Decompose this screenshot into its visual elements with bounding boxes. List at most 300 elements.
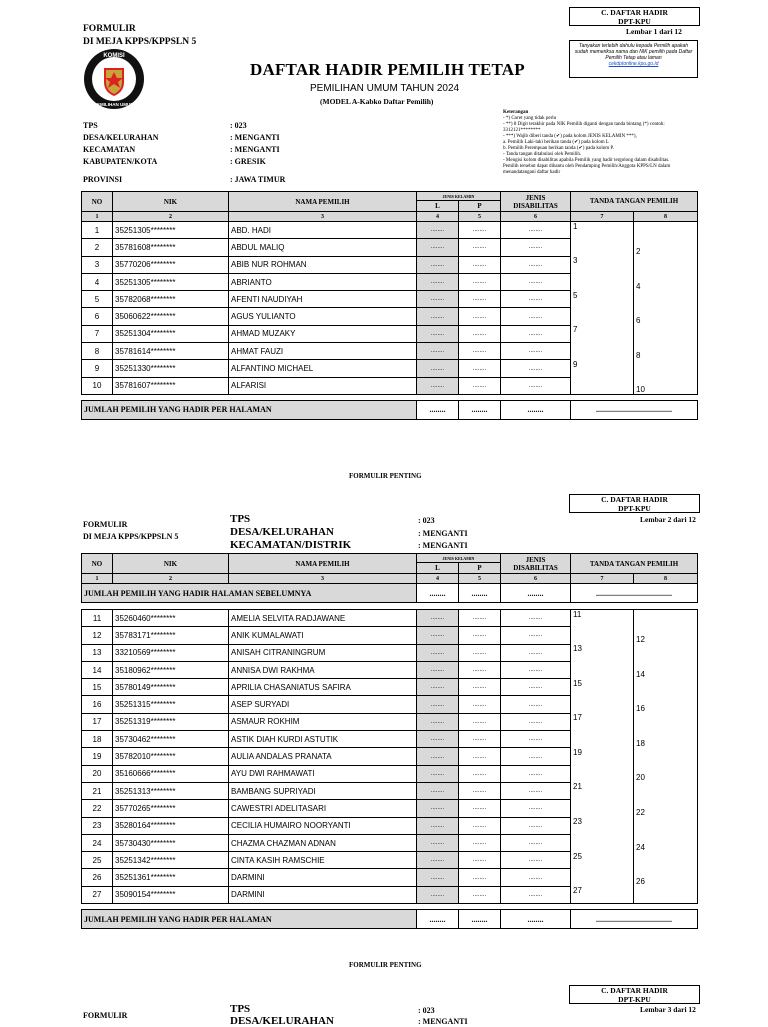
row-p-cell[interactable]: ........ [459, 644, 501, 661]
row-p-cell[interactable]: ........ [459, 256, 501, 273]
row-nama: CINTA KASIH RAMSCHIE [229, 852, 417, 869]
keterangan-line: - *) Coret yang tidak perlu [503, 116, 557, 121]
notice-text: Tanyakan terlebih dahulu kepada Pemilih apakah sudah memeriksa nama dan NIK pemilih pada Daftar Pemilih Tetap atau laman [574, 43, 693, 61]
row-sign-right[interactable] [634, 679, 698, 696]
keterangan-line: Pemilih tersebut dapat dibantu oleh Pendamping Pemilih/Anggota KPPS/LN dalam [503, 164, 671, 169]
row-sign-right[interactable] [634, 222, 698, 239]
row-sign-left[interactable]: 3 [571, 256, 634, 273]
row-disabilitas-cell[interactable]: ........ [501, 644, 571, 661]
row-sign-right[interactable]: 16 [634, 696, 698, 713]
table-row [82, 886, 698, 903]
row-l-cell[interactable]: ........ [417, 748, 459, 765]
row-l-cell[interactable]: ........ [417, 800, 459, 817]
idx-1: 1 [82, 212, 113, 222]
row-disabilitas-cell[interactable]: ........ [501, 679, 571, 696]
row-sign-left[interactable] [571, 731, 634, 748]
row-nik: 35060622******** [113, 308, 229, 325]
idx-7: 7 [571, 212, 634, 222]
row-l-cell[interactable]: ........ [417, 222, 459, 239]
row-no: 22 [82, 800, 113, 817]
page-sum-label: JUMLAH PEMILIH YANG HADIR PER HALAMAN [82, 910, 417, 929]
row-l-cell[interactable]: ........ [417, 886, 459, 903]
col-no-header: NO [82, 192, 113, 212]
col-ttd-header: TANDA TANGAN PEMILIH [571, 554, 698, 574]
idx-6: 6 [501, 212, 571, 222]
info-value-desa-3: : MENGANTI [418, 1017, 468, 1026]
row-p-cell[interactable]: ........ [459, 782, 501, 799]
page-sum-l[interactable]: ........ [417, 400, 459, 419]
info-label-desa-3: DESA/KELURAHAN [230, 1015, 334, 1027]
table-row [82, 852, 698, 869]
page-sum-dis[interactable]: ........ [501, 400, 571, 419]
row-nik: 35781614******** [113, 343, 229, 360]
row-sign-right[interactable]: 22 [634, 800, 698, 817]
row-sign-right[interactable]: 12 [634, 627, 698, 644]
idx-3: 3 [229, 212, 417, 222]
row-l-cell[interactable]: ........ [417, 679, 459, 696]
row-no: 10 [82, 377, 113, 394]
row-sign-right[interactable] [634, 256, 698, 273]
row-l-cell[interactable]: ........ [417, 239, 459, 256]
row-disabilitas-cell[interactable]: ........ [501, 627, 571, 644]
row-p-cell[interactable]: ........ [459, 325, 501, 342]
sheet-number: Lembar 1 dari 12 [626, 27, 682, 36]
row-disabilitas-cell[interactable]: ........ [501, 731, 571, 748]
row-p-cell[interactable]: ........ [459, 852, 501, 869]
row-no: 26 [82, 869, 113, 886]
row-sign-right[interactable] [634, 886, 698, 903]
info-label-kabupaten: KABUPATEN/KOTA [83, 157, 158, 166]
row-l-cell[interactable]: ........ [417, 731, 459, 748]
row-disabilitas-cell[interactable]: ........ [501, 222, 571, 239]
row-disabilitas-cell[interactable]: ........ [501, 817, 571, 834]
row-disabilitas-cell[interactable]: ........ [501, 869, 571, 886]
row-disabilitas-cell[interactable]: ........ [501, 291, 571, 308]
row-disabilitas-cell[interactable]: ........ [501, 800, 571, 817]
row-no: 19 [82, 748, 113, 765]
row-l-cell[interactable]: ........ [417, 696, 459, 713]
row-nama: DARMINI [229, 886, 417, 903]
prev-sum-p[interactable]: ........ [459, 584, 501, 603]
row-no: 15 [82, 679, 113, 696]
row-l-cell[interactable]: ........ [417, 291, 459, 308]
table-row [82, 239, 698, 256]
keterangan-title: Keterangan [503, 110, 529, 115]
idx-8: 8 [634, 212, 698, 222]
row-nik: 35770206******** [113, 256, 229, 273]
row-disabilitas-cell[interactable]: ........ [501, 661, 571, 678]
row-sign-right[interactable] [634, 748, 698, 765]
row-l-cell[interactable]: ........ [417, 817, 459, 834]
logo-top-text: KOMISI [103, 53, 125, 59]
page-sum-ttd[interactable]: ...................................... [571, 910, 698, 929]
row-no: 6 [82, 308, 113, 325]
row-nama: AHMAT FAUZI [229, 343, 417, 360]
row-p-cell[interactable]: ........ [459, 222, 501, 239]
row-disabilitas-cell[interactable]: ........ [501, 343, 571, 360]
row-sign-left[interactable]: 9 [571, 360, 634, 377]
page-sum-p[interactable]: ........ [459, 400, 501, 419]
row-nik: 35781608******** [113, 239, 229, 256]
row-p-cell[interactable]: ........ [459, 308, 501, 325]
table-row [82, 308, 698, 325]
row-no: 8 [82, 343, 113, 360]
row-p-cell[interactable]: ........ [459, 748, 501, 765]
info-label-tps-3: TPS [230, 1003, 251, 1015]
info-label-kecamatan: KECAMATAN [83, 145, 136, 154]
row-sign-right[interactable]: 14 [634, 661, 698, 678]
col-p-header: P [459, 563, 501, 574]
row-l-cell[interactable]: ........ [417, 256, 459, 273]
table-row [82, 627, 698, 644]
formulir-penting-label-2: FORMULIR PENTING [349, 961, 422, 969]
row-nama: APRILIA CHASANIATUS SAFIRA [229, 679, 417, 696]
row-l-cell[interactable]: ........ [417, 852, 459, 869]
row-disabilitas-cell[interactable]: ........ [501, 782, 571, 799]
row-sign-left[interactable] [571, 800, 634, 817]
row-sign-left[interactable]: 21 [571, 782, 634, 799]
row-l-cell[interactable]: ........ [417, 644, 459, 661]
row-sign-left[interactable] [571, 627, 634, 644]
row-l-cell[interactable]: ........ [417, 360, 459, 377]
page-sum-row [82, 400, 698, 419]
row-sign-left[interactable]: 17 [571, 713, 634, 730]
idx-7: 7 [571, 574, 634, 584]
row-p-cell[interactable]: ........ [459, 731, 501, 748]
row-sign-left[interactable] [571, 661, 634, 678]
row-sign-right[interactable] [634, 817, 698, 834]
row-nik: 35280164******** [113, 817, 229, 834]
info-value-kecamatan-2: : MENGANTI [418, 541, 468, 550]
row-sign-left[interactable] [571, 869, 634, 886]
row-l-cell[interactable]: ........ [417, 713, 459, 730]
col-ttd-header: TANDA TANGAN PEMILIH [571, 192, 698, 212]
row-p-cell[interactable]: ........ [459, 273, 501, 290]
formulir-penting-label: FORMULIR PENTING [349, 472, 422, 480]
row-sign-left[interactable] [571, 765, 634, 782]
idx-3: 3 [229, 574, 417, 584]
row-nik: 35782068******** [113, 291, 229, 308]
row-sign-left[interactable]: 7 [571, 325, 634, 342]
row-sign-left[interactable]: 1 [571, 222, 634, 239]
row-disabilitas-cell[interactable]: ........ [501, 713, 571, 730]
row-nik: 35160666******** [113, 765, 229, 782]
row-no: 17 [82, 713, 113, 730]
table-row [82, 817, 698, 834]
row-nama: AFENTI NAUDIYAH [229, 291, 417, 308]
row-sign-right[interactable] [634, 610, 698, 627]
info-value-kabupaten: : GRESIK [230, 157, 266, 166]
row-nama: ASEP SURYADI [229, 696, 417, 713]
prev-sum-l[interactable]: ........ [417, 584, 459, 603]
attendance-table-page1 [81, 191, 698, 420]
row-sign-right[interactable]: 26 [634, 869, 698, 886]
row-nik: 35783171******** [113, 627, 229, 644]
form-code-title: C. DAFTAR HADIR [601, 986, 668, 995]
form-label-3: FORMULIR [83, 1011, 128, 1020]
row-sign-right[interactable]: 20 [634, 765, 698, 782]
row-l-cell[interactable]: ........ [417, 377, 459, 394]
row-l-cell[interactable]: ........ [417, 782, 459, 799]
row-l-cell[interactable]: ........ [417, 765, 459, 782]
row-nik: 35781607******** [113, 377, 229, 394]
prev-sum-ttd[interactable]: ...................................... [571, 584, 698, 603]
row-sign-right[interactable]: 24 [634, 834, 698, 851]
row-sign-right[interactable]: 2 [634, 239, 698, 256]
col-nik-header: NIK [113, 192, 229, 212]
row-sign-left[interactable] [571, 308, 634, 325]
table-row [82, 869, 698, 886]
row-no: 7 [82, 325, 113, 342]
sheet-number-2: Lembar 2 dari 12 [640, 515, 696, 524]
row-p-cell[interactable]: ........ [459, 886, 501, 903]
row-p-cell[interactable]: ........ [459, 696, 501, 713]
row-nama: AGUS YULIANTO [229, 308, 417, 325]
row-sign-left[interactable]: 25 [571, 852, 634, 869]
row-sign-left[interactable] [571, 377, 634, 394]
keterangan-line: a. Pemilih Laki-laki berikan tanda (✔) pada kolom L [503, 140, 609, 145]
row-p-cell[interactable]: ........ [459, 291, 501, 308]
logo-bottom-text: PEMILIHAN UMUM [94, 102, 134, 107]
row-nik: 35770265******** [113, 800, 229, 817]
row-sign-right[interactable]: 18 [634, 731, 698, 748]
row-l-cell[interactable]: ........ [417, 627, 459, 644]
page-sum-l[interactable]: ........ [417, 910, 459, 929]
notice-box [569, 40, 698, 78]
prev-sum-dis[interactable]: ........ [501, 584, 571, 603]
row-sign-right[interactable]: 4 [634, 273, 698, 290]
row-sign-right[interactable] [634, 782, 698, 799]
row-disabilitas-cell[interactable]: ........ [501, 256, 571, 273]
row-p-cell[interactable]: ........ [459, 869, 501, 886]
row-sign-left[interactable] [571, 834, 634, 851]
row-p-cell[interactable]: ........ [459, 360, 501, 377]
row-nik: 35251304******** [113, 325, 229, 342]
row-nik: 35251342******** [113, 852, 229, 869]
row-nik: 35782010******** [113, 748, 229, 765]
spacer-row [82, 603, 698, 610]
row-nik: 35780149******** [113, 679, 229, 696]
row-disabilitas-cell[interactable]: ........ [501, 360, 571, 377]
row-disabilitas-cell[interactable]: ........ [501, 377, 571, 394]
table-row [82, 360, 698, 377]
table-row [82, 343, 698, 360]
row-sign-right[interactable]: 6 [634, 308, 698, 325]
keterangan-line: - Tanda tangan ditabulasi oleh Pemilih. [503, 152, 582, 157]
row-nama: CECILIA HUMAIRO NOORYANTI [229, 817, 417, 834]
row-l-cell[interactable]: ........ [417, 834, 459, 851]
info-value-desa-2: : MENGANTI [418, 529, 468, 538]
row-nama: ALFANTINO MICHAEL [229, 360, 417, 377]
row-sign-left[interactable]: 13 [571, 644, 634, 661]
row-sign-right[interactable]: 10 [634, 377, 698, 394]
row-nama: ABD. HADI [229, 222, 417, 239]
row-disabilitas-cell[interactable]: ........ [501, 610, 571, 627]
info-label-tps: TPS [83, 121, 98, 130]
row-l-cell[interactable]: ........ [417, 343, 459, 360]
row-no: 14 [82, 661, 113, 678]
table-row [82, 800, 698, 817]
row-sign-left[interactable] [571, 273, 634, 290]
row-no: 21 [82, 782, 113, 799]
table-row [82, 610, 698, 627]
row-nama: ALFARISI [229, 377, 417, 394]
row-sign-right[interactable] [634, 360, 698, 377]
info-label-desa-2: DESA/KELURAHAN [230, 526, 334, 538]
table-row [82, 325, 698, 342]
page-sum-p[interactable]: ........ [459, 910, 501, 929]
row-disabilitas-cell[interactable]: ........ [501, 852, 571, 869]
row-nama: AYU DWI RAHMAWATI [229, 765, 417, 782]
table-row [82, 222, 698, 239]
row-sign-left[interactable]: 15 [571, 679, 634, 696]
row-sign-right[interactable] [634, 644, 698, 661]
row-disabilitas-cell[interactable]: ........ [501, 273, 571, 290]
row-disabilitas-cell[interactable]: ........ [501, 308, 571, 325]
info-value-tps-2: : 023 [418, 516, 435, 525]
row-p-cell[interactable]: ........ [459, 765, 501, 782]
row-p-cell[interactable]: ........ [459, 679, 501, 696]
row-p-cell[interactable]: ........ [459, 834, 501, 851]
row-sign-right[interactable] [634, 325, 698, 342]
row-sign-left[interactable]: 23 [571, 817, 634, 834]
col-disabilitas-header: JENIS DISABILITAS [501, 554, 571, 574]
idx-1: 1 [82, 574, 113, 584]
row-nama: ABRIANTO [229, 273, 417, 290]
table-row [82, 661, 698, 678]
col-jk-header: JENIS KELAMIN [417, 192, 501, 201]
row-p-cell[interactable]: ........ [459, 661, 501, 678]
row-p-cell[interactable]: ........ [459, 610, 501, 627]
table-row [82, 696, 698, 713]
row-disabilitas-cell[interactable]: ........ [501, 886, 571, 903]
row-l-cell[interactable]: ........ [417, 325, 459, 342]
row-l-cell[interactable]: ........ [417, 273, 459, 290]
row-sign-left[interactable]: 5 [571, 291, 634, 308]
keterangan-line: menandatangani daftar hadir [503, 170, 561, 175]
form-code-box [569, 7, 700, 26]
prev-page-sum-label: JUMLAH PEMILIH YANG HADIR HALAMAN SEBELUMNYA [82, 584, 417, 603]
form-code-box-3 [569, 985, 700, 1004]
info-label-kecamatan-2: KECAMATAN/DISTRIK [230, 539, 352, 551]
table-row [82, 713, 698, 730]
row-nama: ANNISA DWI RAKHMA [229, 661, 417, 678]
row-no: 9 [82, 360, 113, 377]
row-disabilitas-cell[interactable]: ........ [501, 239, 571, 256]
row-p-cell[interactable]: ........ [459, 239, 501, 256]
row-nama: CAWESTRI ADELITASARI [229, 800, 417, 817]
notice-link[interactable]: cekdptonline.kpu.go.id [608, 61, 659, 67]
row-no: 4 [82, 273, 113, 290]
info-value-tps: : 023 [230, 121, 247, 130]
info-label-tps-2: TPS [230, 513, 251, 525]
row-no: 18 [82, 731, 113, 748]
row-nama: ABDUL MALIQ [229, 239, 417, 256]
row-sign-right[interactable]: 8 [634, 343, 698, 360]
page-sum-label: JUMLAH PEMILIH YANG HADIR PER HALAMAN [82, 400, 417, 419]
row-nama: AHMAD MUZAKY [229, 325, 417, 342]
row-l-cell[interactable]: ........ [417, 610, 459, 627]
row-disabilitas-cell[interactable]: ........ [501, 325, 571, 342]
page-sum-ttd[interactable]: ...................................... [571, 400, 698, 419]
row-p-cell[interactable]: ........ [459, 377, 501, 394]
model-label: (MODEL A-Kabko Daftar Pemilih) [320, 97, 434, 106]
row-nama: CHAZMA CHAZMAN ADNAN [229, 834, 417, 851]
form-label: FORMULIR [83, 24, 136, 34]
row-no: 5 [82, 291, 113, 308]
row-disabilitas-cell[interactable]: ........ [501, 834, 571, 851]
row-sign-left[interactable] [571, 696, 634, 713]
form-code-box-2 [569, 494, 700, 513]
row-nik: 35251361******** [113, 869, 229, 886]
row-p-cell[interactable]: ........ [459, 800, 501, 817]
row-no: 25 [82, 852, 113, 869]
row-nik: 35730462******** [113, 731, 229, 748]
col-p-header: P [459, 201, 501, 212]
row-nama: ANISAH CITRANINGRUM [229, 644, 417, 661]
keterangan-line: 3312121******** [503, 128, 541, 133]
info-label-provinsi: PROVINSI [83, 175, 123, 184]
row-nik: 35730430******** [113, 834, 229, 851]
row-sign-right[interactable] [634, 852, 698, 869]
row-sign-left[interactable]: 11 [571, 610, 634, 627]
keterangan-block [503, 110, 703, 176]
row-nik: 35251319******** [113, 713, 229, 730]
table-row [82, 644, 698, 661]
row-disabilitas-cell[interactable]: ........ [501, 748, 571, 765]
keterangan-line: - ***) Wajib diberi tanda (✔) pada kolom JENIS KELAMIN ***), [503, 134, 637, 139]
row-l-cell[interactable]: ........ [417, 661, 459, 678]
row-no: 1 [82, 222, 113, 239]
row-sign-left[interactable]: 19 [571, 748, 634, 765]
attendance-table-page2 [81, 553, 698, 929]
row-nik: 35260460******** [113, 610, 229, 627]
row-p-cell[interactable]: ........ [459, 817, 501, 834]
row-no: 24 [82, 834, 113, 851]
col-nama-header: NAMA PEMILIH [229, 192, 417, 212]
col-nama-header: NAMA PEMILIH [229, 554, 417, 574]
idx-4: 4 [417, 212, 459, 222]
row-nama: AULIA ANDALAS PRANATA [229, 748, 417, 765]
idx-5: 5 [459, 574, 501, 584]
row-l-cell[interactable]: ........ [417, 308, 459, 325]
row-no: 12 [82, 627, 113, 644]
col-l-header: L [417, 201, 459, 212]
row-no: 13 [82, 644, 113, 661]
row-p-cell[interactable]: ........ [459, 343, 501, 360]
row-p-cell[interactable]: ........ [459, 713, 501, 730]
row-sign-right[interactable] [634, 713, 698, 730]
row-sign-right[interactable] [634, 291, 698, 308]
info-label-desa: DESA/KELURAHAN [83, 133, 159, 142]
row-p-cell[interactable]: ........ [459, 627, 501, 644]
idx-2: 2 [113, 212, 229, 222]
row-disabilitas-cell[interactable]: ........ [501, 765, 571, 782]
row-no: 3 [82, 256, 113, 273]
row-sign-left[interactable] [571, 343, 634, 360]
page-sum-dis[interactable]: ........ [501, 910, 571, 929]
keterangan-line: - **) 8 Digit terakhir pada NIK Pemilih diganti dengan tanda bintang (*) contoh: [503, 122, 665, 127]
page-sum-row [82, 910, 698, 929]
row-no: 27 [82, 886, 113, 903]
row-nama: ASTIK DIAH KURDI ASTUTIK [229, 731, 417, 748]
form-code-sub: DPT-KPU [618, 504, 651, 513]
row-nik: 35251313******** [113, 782, 229, 799]
row-disabilitas-cell[interactable]: ........ [501, 696, 571, 713]
row-sign-left[interactable]: 27 [571, 886, 634, 903]
row-l-cell[interactable]: ........ [417, 869, 459, 886]
row-sign-left[interactable] [571, 239, 634, 256]
